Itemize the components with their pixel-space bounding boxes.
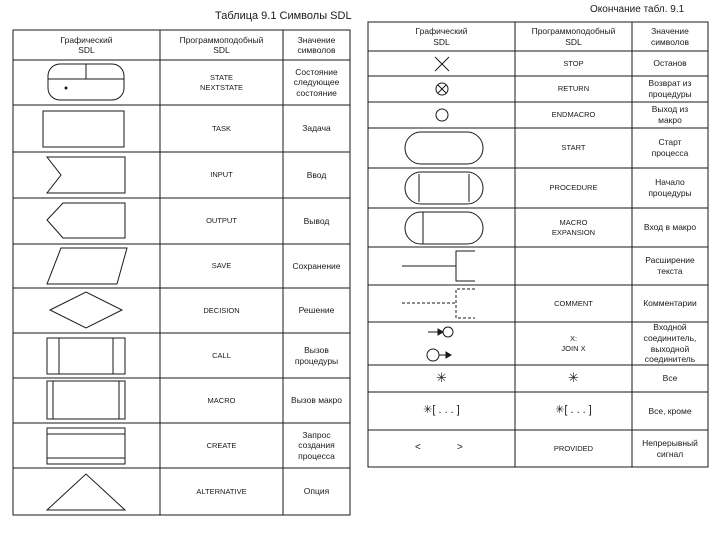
left-header-meaning: Значение символов — [297, 34, 336, 55]
asterisk-glyph: ✳ — [436, 370, 447, 386]
connector-symbol — [427, 327, 453, 361]
right-row-meaning: Расширение текста — [645, 255, 695, 276]
right-row-program: ENDMACRO — [551, 110, 596, 120]
create-symbol — [47, 428, 125, 464]
input-symbol — [47, 157, 125, 193]
right-row-meaning: Начало процедуры — [648, 177, 692, 198]
left-row-meaning: Сохранение — [292, 260, 341, 271]
right-header-meaning: Значение символов — [650, 26, 690, 47]
right-row-meaning: Останов — [653, 58, 687, 69]
alternative-symbol — [47, 474, 125, 510]
right-row-program: MACRO EXPANSION — [551, 218, 596, 237]
asterisk-bracket-glyph: ✳[ . . . ] — [423, 404, 460, 417]
right-row-program: PROVIDED — [553, 443, 594, 453]
right-row-meaning: Все, кроме — [648, 405, 692, 416]
task-symbol — [43, 111, 124, 147]
right-row-program: ✳[ . . . ] — [555, 404, 592, 417]
left-row-program: STATE NEXTSTATE — [199, 73, 244, 92]
left-row-meaning: Ввод — [306, 169, 327, 180]
text-extension-symbol — [402, 251, 475, 281]
state-nextstate-symbol — [48, 64, 124, 100]
left-header-program: Программоподобный SDL — [179, 34, 264, 55]
decision-symbol — [50, 292, 122, 328]
left-table-caption: Таблица 9.1 Символы SDL — [215, 10, 352, 22]
left-row-meaning: Задача — [302, 123, 331, 134]
macro-expansion-symbol — [405, 212, 483, 244]
stop-symbol — [435, 57, 449, 71]
right-header-graphic: Графический SDL — [415, 26, 468, 47]
right-row-meaning: Входной соединитель, выходной соединитель — [643, 322, 697, 365]
return-symbol — [436, 83, 448, 95]
start-symbol — [405, 132, 483, 164]
save-symbol — [47, 248, 127, 284]
provided-right-glyph: > — [457, 442, 463, 453]
procedure-symbol — [405, 172, 483, 204]
right-row-meaning: Комментарии — [643, 298, 697, 309]
left-row-meaning: Вызов макро — [291, 395, 342, 406]
left-row-program: OUTPUT — [206, 216, 237, 226]
left-row-program: CALL — [212, 350, 231, 360]
right-row-program: START — [561, 143, 586, 153]
call-symbol — [47, 338, 125, 374]
endmacro-symbol — [436, 109, 448, 121]
left-row-program: ALTERNATIVE — [196, 486, 247, 496]
left-row-program: INPUT — [210, 170, 233, 180]
right-row-program: ✳ — [568, 370, 579, 386]
left-row-meaning: Запрос создания процесса — [298, 429, 335, 461]
output-symbol — [47, 203, 125, 238]
right-row-program: RETURN — [557, 84, 590, 94]
right-row-meaning: Непрерывный сигнал — [642, 437, 698, 459]
right-row-program: X: JOIN X — [561, 334, 586, 353]
right-row-meaning: Возврат из процедуры — [648, 78, 692, 99]
right-row-meaning: Все — [662, 373, 678, 384]
left-row-program: DECISION — [203, 305, 240, 315]
provided-left-glyph: < — [415, 442, 421, 453]
macro-symbol — [47, 381, 125, 419]
right-header-program: Программоподобный SDL — [531, 26, 616, 47]
left-header-graphic: Графический SDL — [60, 34, 113, 55]
left-row-program: CREATE — [206, 440, 237, 450]
comment-symbol — [402, 289, 475, 318]
left-row-meaning: Опция — [303, 486, 330, 497]
left-row-meaning: Состояние следующее состояние — [293, 66, 340, 98]
right-row-meaning: Выход из макро — [651, 104, 689, 125]
right-row-program — [515, 247, 632, 285]
left-row-program: SAVE — [211, 261, 232, 271]
right-row-meaning: Старт процесса — [651, 137, 689, 158]
left-row-meaning: Решение — [298, 305, 335, 316]
right-row-program: PROCEDURE — [549, 183, 598, 193]
right-row-program: COMMENT — [554, 298, 593, 308]
left-row-meaning: Вывод — [303, 215, 330, 226]
left-row-program: TASK — [211, 123, 232, 133]
left-row-program: MACRO — [207, 395, 236, 405]
right-table-caption: Окончание табл. 9.1 — [590, 4, 685, 15]
left-row-meaning: Вызов процедуры — [294, 344, 339, 366]
right-row-meaning: Вход в макро — [643, 222, 697, 233]
right-row-program: STOP — [563, 58, 584, 68]
